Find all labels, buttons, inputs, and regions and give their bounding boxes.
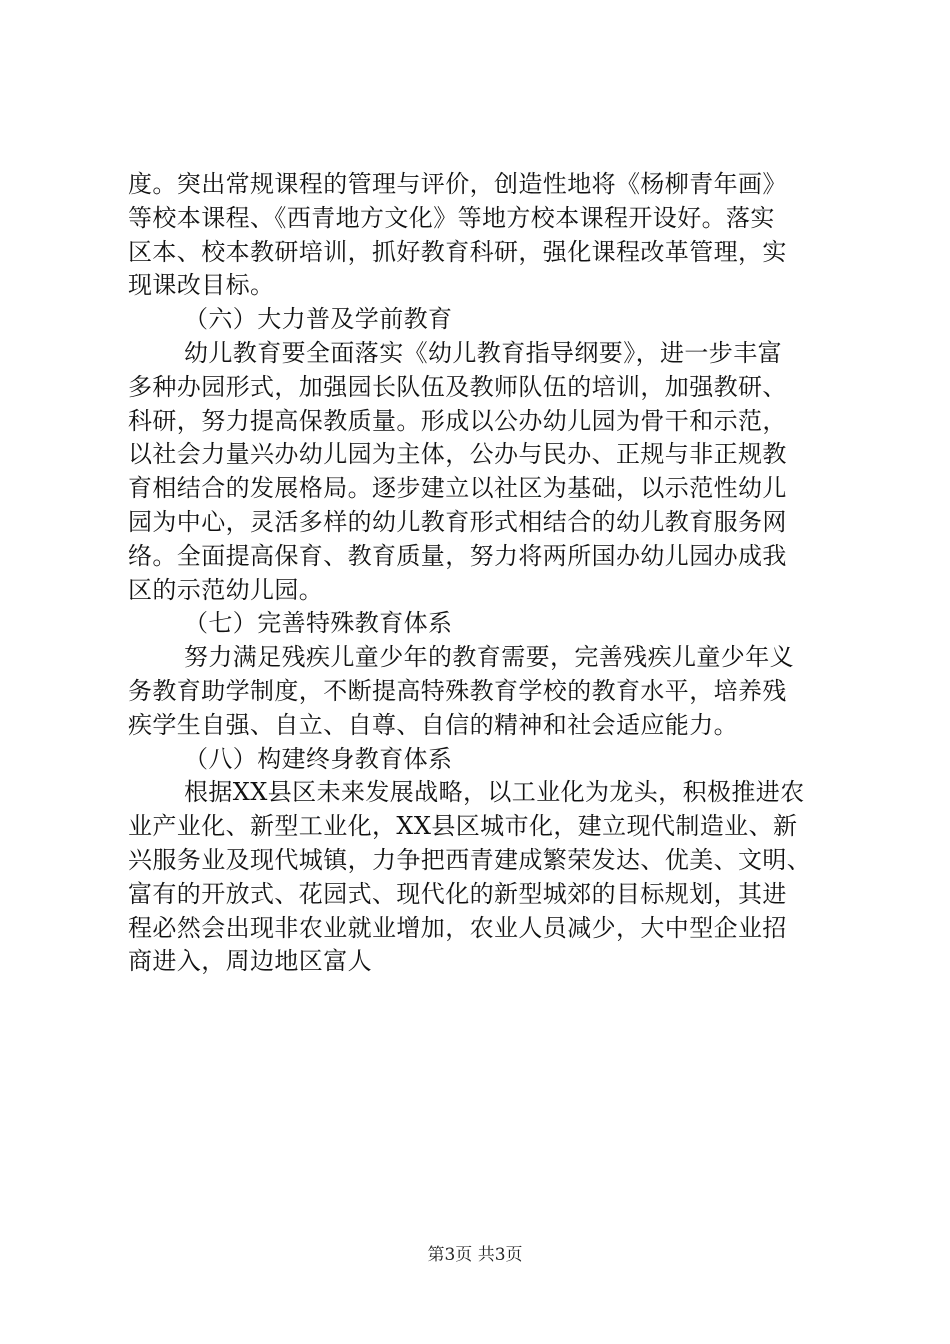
paragraph-start-line: 努力满足残疾儿童少年的教育需要，完善残疾儿童少年义 bbox=[184, 643, 794, 672]
section-heading-8: （八）构建终身教育体系 bbox=[184, 744, 453, 773]
paragraph-start-line: 幼儿教育要全面落实《幼儿教育指导纲要》，进一步丰富 bbox=[184, 338, 782, 367]
page-footer bbox=[0, 1244, 950, 1266]
body-line: 络。全面提高保育、教育质量，努力将两所国办幼儿园办成我 bbox=[128, 541, 787, 570]
body-line: 现课改目标。 bbox=[128, 271, 275, 300]
body-line: 等校本课程、《西青地方文化》等地方校本课程开设好。落实 bbox=[128, 203, 775, 232]
page-number-label: 第3页 共3页 bbox=[427, 1245, 523, 1265]
section-heading-6: （六）大力普及学前教育 bbox=[184, 305, 453, 334]
section-heading-7: （七）完善特殊教育体系 bbox=[184, 609, 453, 638]
body-line: 程必然会出现非农业就业增加，农业人员减少，大中型企业招 bbox=[128, 913, 787, 942]
body-line: 园为中心，灵活多样的幼儿教育形式相结合的幼儿教育服务网 bbox=[128, 507, 787, 536]
body-line: 科研，努力提高保教质量。形成以公办幼儿园为骨干和示范， bbox=[128, 406, 787, 435]
body-line: 度。突出常规课程的管理与评价，创造性地将《杨柳青年画》 bbox=[128, 170, 787, 198]
body-line: 区本、校本教研培训，抓好教育科研，强化课程改革管理，实 bbox=[128, 237, 787, 266]
body-line: 业产业化、新型工业化，XX县区城市化，建立现代制造业、新 bbox=[128, 812, 798, 841]
document-body bbox=[128, 168, 840, 979]
body-line: 疾学生自强、自立、自尊、自信的精神和社会适应能力。 bbox=[128, 710, 738, 739]
body-line: 商进入，周边地区富人 bbox=[128, 947, 372, 976]
paragraph-start-line: 根据XX县区未来发展战略，以工业化为龙头，积极推进农 bbox=[184, 778, 805, 807]
body-line: 务教育助学制度，不断提高特殊教育学校的教育水平，培养残 bbox=[128, 676, 787, 705]
body-line: 育相结合的发展格局。逐步建立以社区为基础，以示范性幼儿 bbox=[128, 474, 787, 503]
body-line: 区的示范幼儿园。 bbox=[128, 575, 324, 604]
body-line: 多种办园形式，加强园长队伍及教师队伍的培训，加强教研、 bbox=[128, 372, 787, 401]
body-line: 富有的开放式、花园式、现代化的新型城郊的目标规划，其进 bbox=[128, 879, 787, 908]
body-line: 兴服务业及现代城镇，力争把西青建成繁荣发达、优美、文明、 bbox=[128, 845, 812, 874]
body-line: 以社会力量兴办幼儿园为主体，公办与民办、正规与非正规教 bbox=[128, 440, 787, 469]
